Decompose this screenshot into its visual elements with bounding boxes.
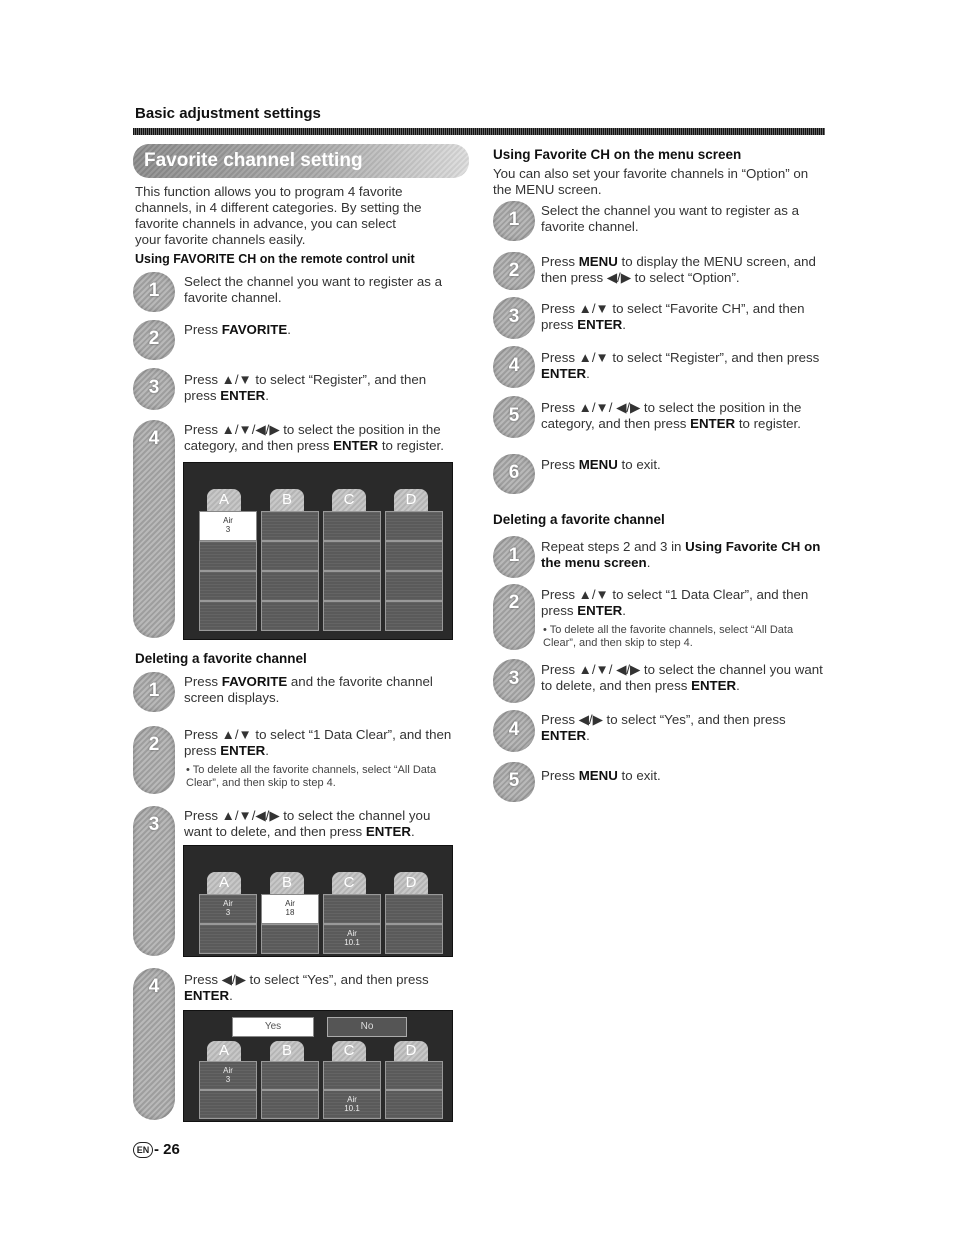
- step-badge-5: 5: [493, 762, 535, 802]
- step-text: Press MENU to exit.: [541, 457, 661, 472]
- grid-cell: [323, 571, 381, 601]
- grid-cell: Air 3: [199, 511, 257, 541]
- favorite-screen-delete: [183, 845, 453, 957]
- step-badge-1: 1: [133, 672, 175, 712]
- step-text: Press ▲/▼/ ◀/▶ to select the position in the category, and then press ENTER to register.: [541, 400, 802, 431]
- tab-b: B: [270, 1041, 304, 1061]
- step-text: Press FAVORITE.: [184, 322, 291, 337]
- delete-heading-right: Deleting a favorite channel: [493, 512, 665, 527]
- section-header: Basic adjustment settings: [135, 105, 321, 122]
- step-badge-2: 2: [133, 726, 175, 794]
- step-badge-1: 1: [493, 201, 535, 241]
- grid-cell: Air 3: [199, 894, 257, 924]
- grid-cell: [261, 601, 319, 631]
- tab-a: A: [207, 872, 241, 894]
- step-text: Press MENU to exit.: [541, 768, 661, 783]
- no-option: No: [327, 1017, 407, 1037]
- step-note: • To delete all the favorite channels, select “All Data Clear”, and then skip to step 4.: [186, 764, 437, 789]
- grid-cell: [385, 511, 443, 541]
- grid-cell: [261, 511, 319, 541]
- step-text: Press ◀/▶ to select “Yes”, and then press ENTER.: [541, 712, 786, 743]
- tab-d: D: [394, 489, 428, 511]
- favorite-screen-register: [183, 462, 453, 640]
- grid-cell: [385, 571, 443, 601]
- step-text: Select the channel you want to register as a favorite channel.: [541, 203, 799, 234]
- step-text: Press ▲/▼ to select “Favorite CH”, and then press ENTER.: [541, 301, 805, 332]
- grid-cell: [199, 571, 257, 601]
- grid-cell: [323, 894, 381, 924]
- step-badge-4: 4: [493, 710, 535, 752]
- grid-cell: [323, 511, 381, 541]
- grid-cell: [261, 571, 319, 601]
- step-text: Press ▲/▼ to select “1 Data Clear”, and then press ENTER.: [184, 727, 452, 758]
- language-badge: EN: [133, 1142, 153, 1158]
- grid-cell: [385, 1090, 443, 1119]
- step-text: Press ◀/▶ to select “Yes”, and then press ENTER.: [184, 972, 429, 1003]
- step-badge-3: 3: [133, 806, 175, 956]
- step-text: Repeat steps 2 and 3 in Using Favorite CH on the menu screen.: [541, 539, 821, 570]
- menu-heading: Using Favorite CH on the menu screen: [493, 147, 742, 162]
- remote-heading: Using FAVORITE CH on the remote control unit: [135, 252, 415, 266]
- grid-cell: [261, 1090, 319, 1119]
- tab-c: C: [332, 489, 366, 511]
- step-badge-1: 1: [493, 536, 535, 578]
- tab-d: D: [394, 1041, 428, 1061]
- step-text: Press ▲/▼ to select “Register”, and then press ENTER.: [541, 350, 820, 381]
- step-badge-4: 4: [133, 968, 175, 1120]
- grid-cell: [323, 541, 381, 571]
- step-badge-2: 2: [493, 584, 535, 650]
- section-banner: Favorite channel setting: [133, 144, 469, 178]
- tab-c: C: [332, 872, 366, 894]
- tab-b: B: [270, 872, 304, 894]
- tab-b: B: [270, 489, 304, 511]
- grid-cell: [385, 1061, 443, 1090]
- grid-cell: [385, 541, 443, 571]
- step-badge-4: 4: [133, 420, 175, 638]
- delete-heading-left: Deleting a favorite channel: [135, 651, 307, 666]
- grid-cell: Air 18: [261, 894, 319, 924]
- step-note: • To delete all the favorite channels, select “All Data Clear”, and then skip to step 4.: [543, 624, 794, 649]
- grid-cell: [199, 924, 257, 954]
- step-badge-6: 6: [493, 454, 535, 494]
- step-badge-2: 2: [133, 320, 175, 360]
- step-text: Press MENU to display the MENU screen, and then press ◀/▶ to select “Option”.: [541, 254, 816, 285]
- step-text: Press ▲/▼/◀/▶ to select the position in the category, and then press ENTER to register.: [184, 422, 444, 453]
- grid-cell: Air 3: [199, 1061, 257, 1090]
- tab-d: D: [394, 872, 428, 894]
- step-text: Press ▲/▼/◀/▶ to select the channel you want to delete, and then press ENTER.: [184, 808, 431, 839]
- step-text: Press ▲/▼ to select “Register”, and then press ENTER.: [184, 372, 427, 403]
- grid-cell: [385, 924, 443, 954]
- grid-cell: [323, 601, 381, 631]
- step-badge-1: 1: [133, 272, 175, 312]
- tab-c: C: [332, 1041, 366, 1061]
- intro-paragraph: This function allows you to program 4 favorite channels, in 4 different categories. By setting the favorite channels in advance, you can select your favorite channels easily.: [135, 184, 422, 247]
- step-badge-3: 3: [493, 659, 535, 703]
- grid-cell: [199, 1090, 257, 1119]
- step-badge-4: 4: [493, 346, 535, 388]
- step-badge-3: 3: [493, 297, 535, 339]
- yes-option: Yes: [232, 1017, 314, 1037]
- grid-cell: [199, 601, 257, 631]
- step-badge-3: 3: [133, 368, 175, 410]
- step-text: Select the channel you want to register as a favorite channel.: [184, 274, 442, 305]
- grid-cell: [261, 1061, 319, 1090]
- grid-cell: [261, 924, 319, 954]
- step-text: Press ▲/▼/ ◀/▶ to select the channel you want to delete, and then press ENTER.: [541, 662, 823, 693]
- tab-a: A: [207, 1041, 241, 1061]
- page-number: - 26: [154, 1141, 180, 1158]
- grid-cell: [199, 541, 257, 571]
- header-rule: [133, 128, 825, 135]
- step-text: Press ▲/▼ to select “1 Data Clear”, and then press ENTER.: [541, 587, 809, 618]
- step-text: Press FAVORITE and the favorite channel screen displays.: [184, 674, 433, 705]
- grid-cell: Air 10.1: [323, 1090, 381, 1119]
- tab-a: A: [207, 489, 241, 511]
- grid-cell: [261, 541, 319, 571]
- menu-intro: You can also set your favorite channels in “Option” on the MENU screen.: [493, 166, 809, 197]
- step-badge-2: 2: [493, 252, 535, 290]
- grid-cell: [385, 601, 443, 631]
- step-badge-5: 5: [493, 396, 535, 438]
- favorite-screen-confirm: [183, 1010, 453, 1122]
- grid-cell: Air 10.1: [323, 924, 381, 954]
- grid-cell: [385, 894, 443, 924]
- grid-cell: [323, 1061, 381, 1090]
